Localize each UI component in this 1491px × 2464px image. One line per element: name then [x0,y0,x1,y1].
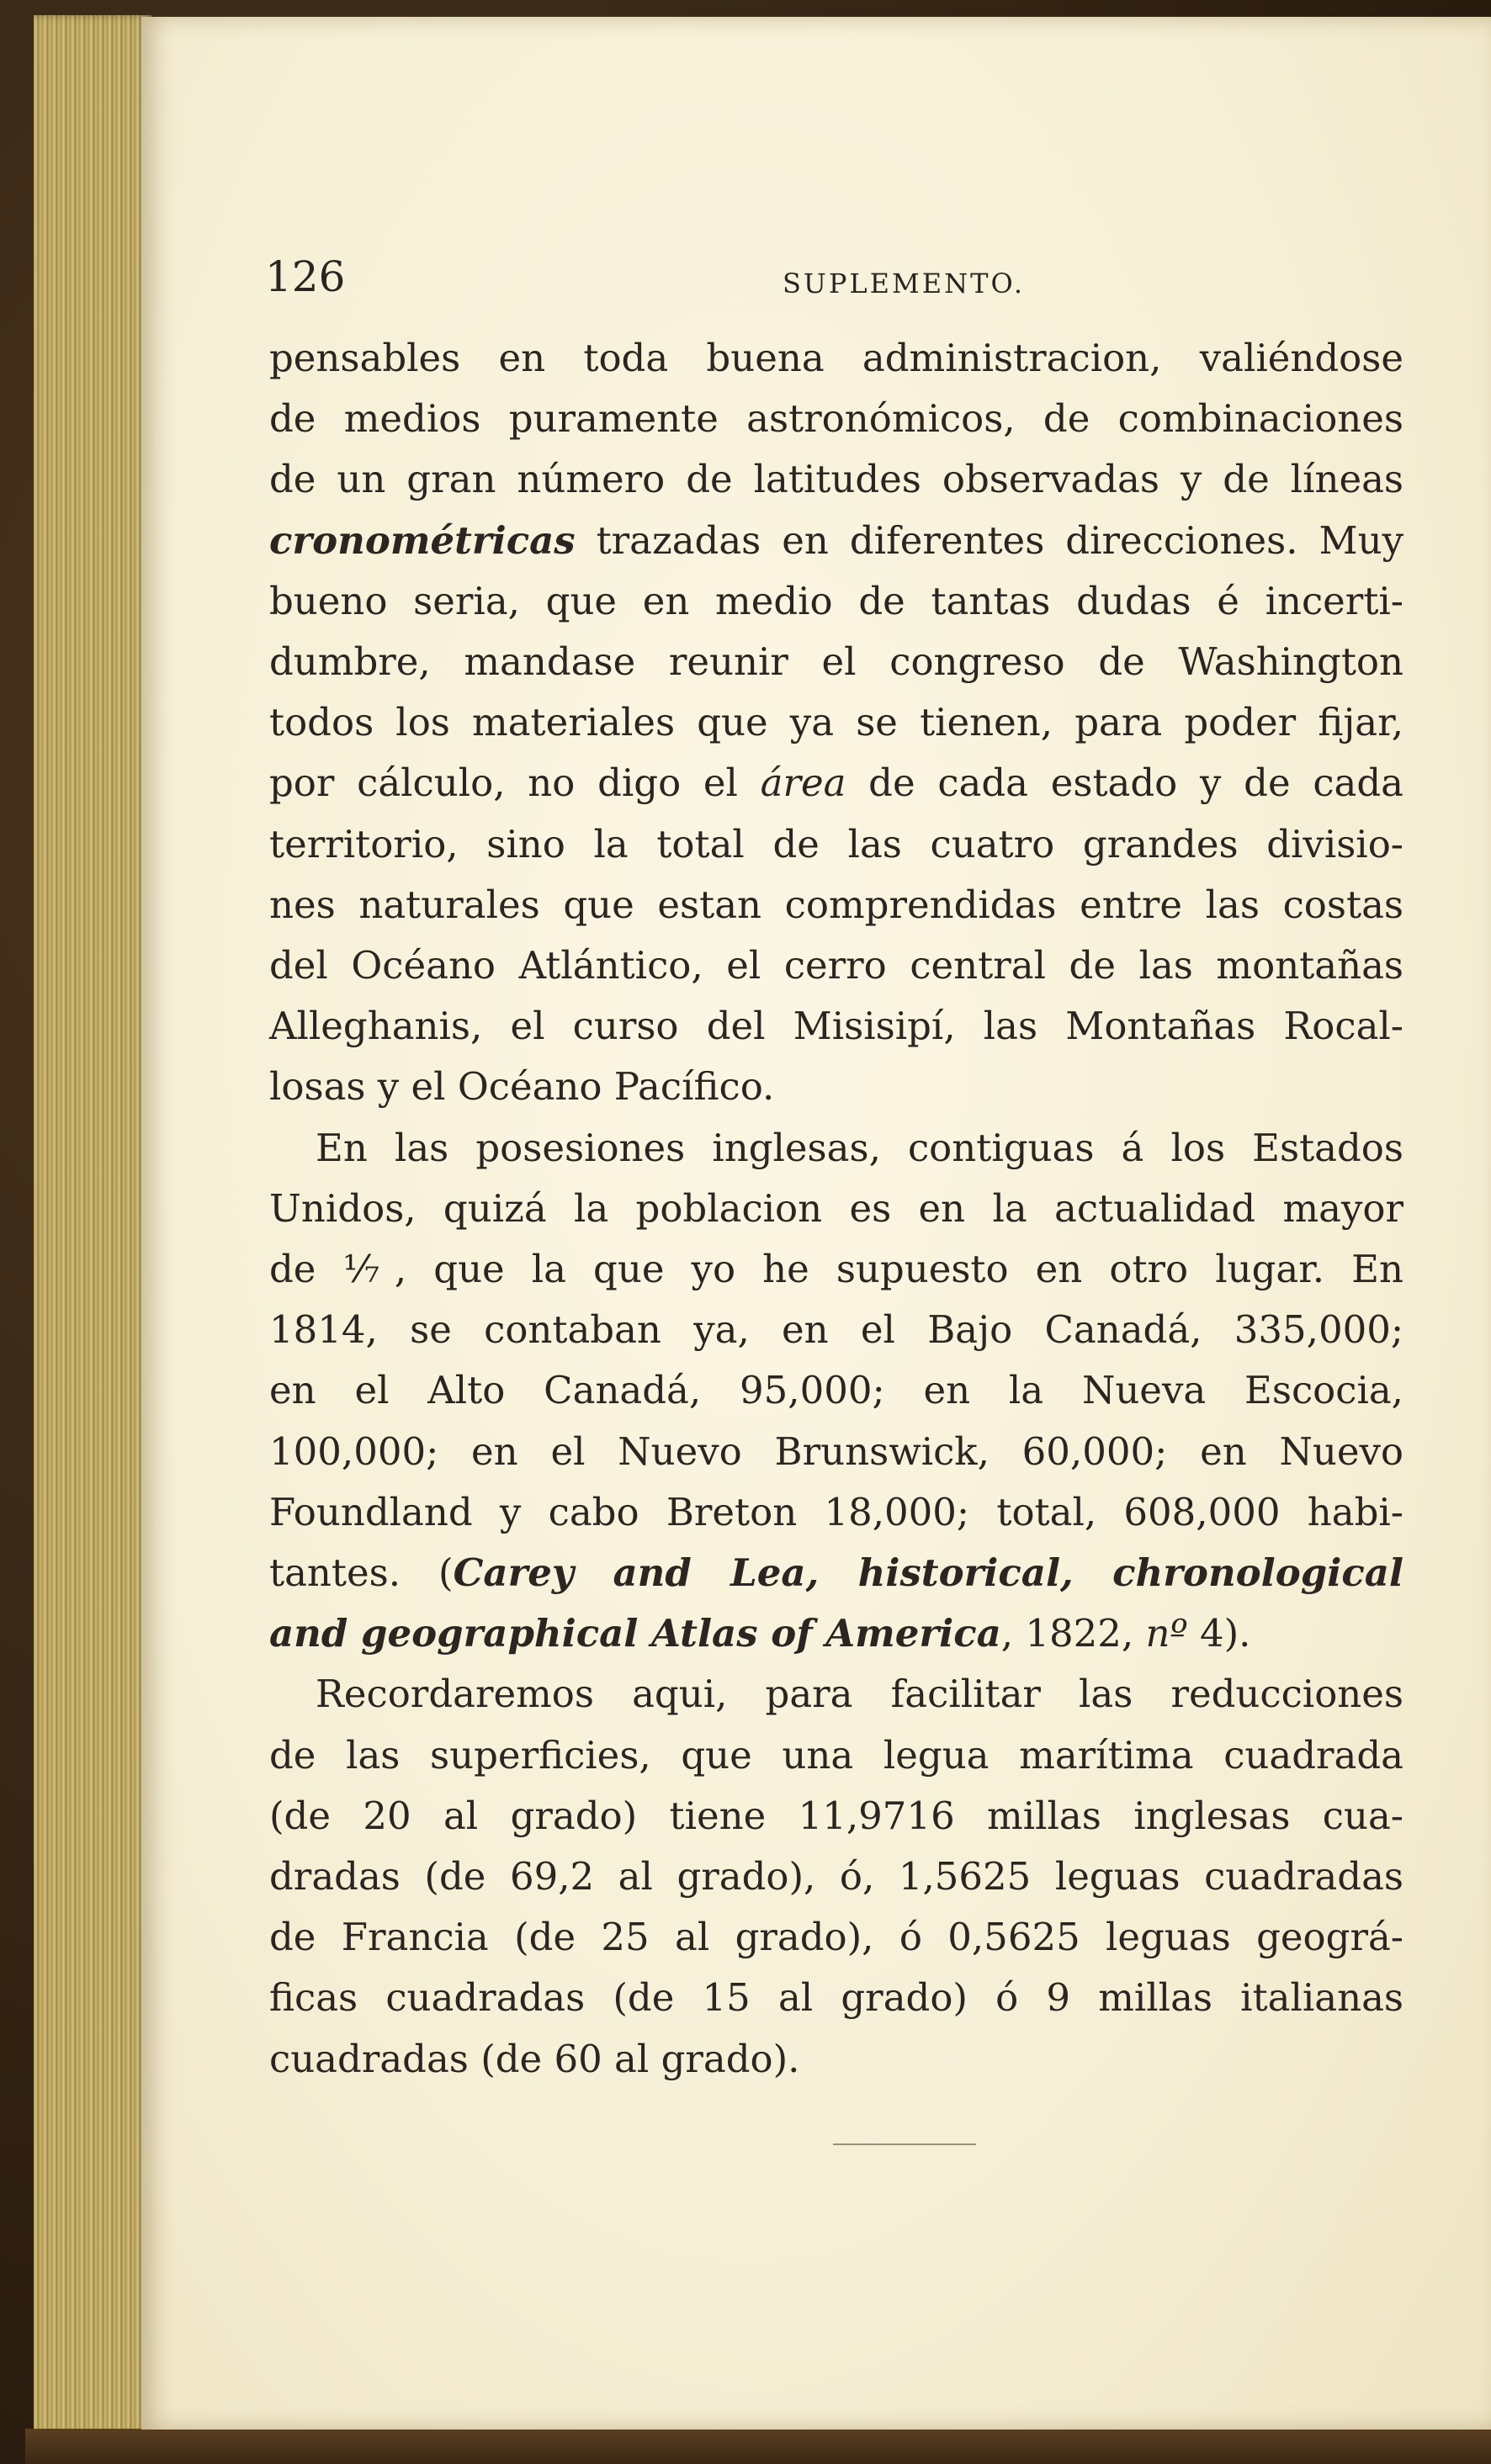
page-edges [34,15,151,2438]
page-number: 126 [265,252,346,301]
text-line [269,1603,1403,1664]
text-run: En las posesiones inglesas, contiguas á los Estados [316,1125,1403,1170]
text-line [269,996,1403,1057]
text-run: 100,000; en el Nuevo Brunswick, 60,000; en Nuevo [269,1428,1403,1474]
cover-edge [25,2429,1491,2464]
paragraph [269,328,1403,1118]
text-run: todos los materiales que ya se tienen, para poder fijar, [269,700,1403,745]
text-line [269,1482,1403,1543]
italic-text-run: nº [1145,1611,1188,1656]
end-rule [833,2143,976,2145]
italic-text-run: área [760,760,846,806]
text-run: losas y el Océano Pacífico. [269,1064,775,1110]
text-line [269,935,1403,996]
text-run: en el Alto Canadá, 95,000; en la Nueva Escocia, [269,1368,1403,1413]
text-run: de ⅐, que la que yo he supuesto en otro lugar. En [269,1247,1403,1292]
text-run: de un gran número de latitudes observadas y de líneas [269,457,1403,502]
text-line [269,1057,1403,1117]
italic-text-run: cronométricas [269,517,576,563]
text-run: de las superficies, que una legua marítima cuadrada [269,1732,1403,1778]
text-run: trazadas en diferentes direcciones. Muy [575,517,1403,563]
text-line [269,1725,1403,1786]
text-line [269,1422,1403,1482]
text-run: 4). [1187,1611,1251,1656]
text-run: (de 20 al grado) tiene 11,9716 millas inglesas cua- [269,1793,1403,1838]
text-line [269,1300,1403,1360]
text-run: , 1822, [1000,1611,1146,1656]
text-line [269,692,1403,753]
text-run: dumbre, mandase reunir el congreso de Washington [269,639,1403,685]
italic-text-run: Carey and Lea, historical, chronological [453,1550,1403,1596]
italic-text-run: and geographical Atlas of America [269,1611,1001,1656]
text-run: del Océano Atlántico, el cerro central de las montañas [269,943,1403,988]
page-header [265,252,1026,303]
body-text [269,328,1403,2090]
text-run: bueno seria, que en medio de tantas dudas é incerti- [269,578,1403,623]
text-run: tantes. ( [269,1550,454,1596]
text-run: de medios puramente astronómicos, de combinaciones [269,396,1403,442]
text-run: de cada estado y de cada [846,760,1403,806]
text-run: dradas (de 69,2 al grado), ó, 1,5625 leguas cuadradas [269,1854,1403,1900]
text-line [269,1543,1403,1603]
text-line [269,449,1403,510]
text-run: Alleghanis, el curso del Misisipí, las Montañas Rocal- [269,1004,1403,1049]
text-line [269,1179,1403,1239]
text-line [269,1786,1403,1847]
text-line [269,632,1403,692]
text-run: de Francia (de 25 al grado), ó 0,5625 leguas geográ- [269,1915,1403,1960]
text-line [269,571,1403,632]
text-run: ficas cuadradas (de 15 al grado) ó 9 millas italianas [269,1975,1403,2021]
text-line [269,814,1403,875]
paragraph [269,1664,1403,2089]
text-run: 1814, se contaban ya, en el Bajo Canadá, 335,000; [269,1307,1403,1353]
text-line [269,875,1403,935]
text-line [269,753,1403,813]
text-run: cuadradas (de 60 al grado). [269,2036,800,2081]
text-line [269,1360,1403,1421]
text-line [269,2029,1403,2090]
text-line [269,1907,1403,1968]
text-run: Unidos, quizá la poblacion es en la actualidad mayor [269,1185,1403,1231]
text-run: Recordaremos aqui, para facilitar las reducciones [316,1672,1403,1717]
text-line [269,1968,1403,2028]
text-run: nes naturales que estan comprendidas entre las costas [269,882,1403,927]
text-line [269,511,1403,571]
paragraph [269,1118,1403,1665]
text-run: por cálculo, no digo el [269,760,761,806]
text-line [269,1664,1403,1725]
text-run: pensables en toda buena administracion, valiéndose [269,336,1403,380]
text-run: Foundland y cabo Breton 18,000; total, 608,000 habi- [269,1489,1403,1534]
text-run: territorio, sino la total de las cuatro grandes divisio- [269,821,1403,866]
text-line [269,328,1403,389]
text-line [269,1847,1403,1907]
text-line [269,389,1403,449]
text-line [269,1118,1403,1179]
text-line [269,1239,1403,1300]
running-head: SUPLEMENTO. [783,268,1026,299]
